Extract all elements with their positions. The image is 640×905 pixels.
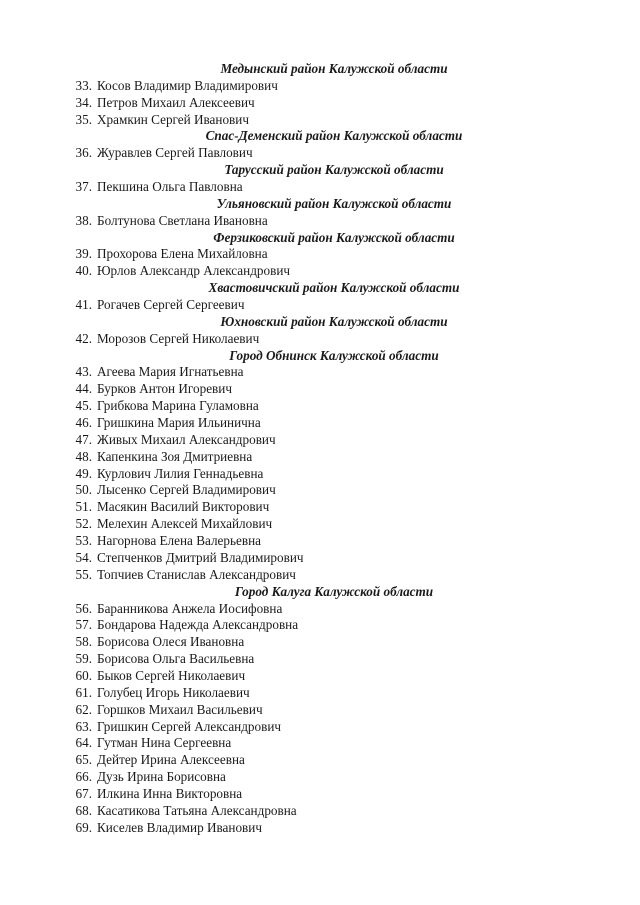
person-name: Юрлов Александр Александрович [97,263,291,279]
list-item [0,567,640,584]
section-heading: Ферзиковский район Калужской области [213,229,455,245]
item-number: 48. [75,448,92,464]
person-name: Горшков Михаил Васильевич [97,701,263,717]
person-name: Баранникова Анжела Иосифовна [97,600,283,616]
section-heading: Хвастовичский район Калужской области [208,280,460,296]
item-number: 60. [75,667,92,683]
item-number: 50. [75,482,92,498]
section-heading: Юхновский район Калужской области [220,313,448,329]
list-item [0,550,640,567]
item-number: 52. [75,516,92,532]
list-item [0,820,640,837]
person-name: Масякин Василий Викторович [97,499,270,515]
item-number: 54. [75,549,92,565]
item-number: 49. [75,465,92,481]
person-name: Дейтер Ирина Алексеевна [97,752,245,768]
person-name: Быков Сергей Николаевич [97,667,246,683]
person-name: Гришкин Сергей Александрович [97,718,282,734]
list-item [0,331,640,348]
person-name: Голубец Игорь Николаевич [97,684,250,700]
list-item [0,213,640,230]
list-item [0,803,640,820]
person-name: Рогачев Сергей Сергеевич [97,297,245,313]
list-item [0,634,640,651]
item-number: 40. [75,263,92,279]
list-item [0,601,640,618]
list-item [0,432,640,449]
item-number: 63. [75,718,92,734]
list-item [0,246,640,263]
person-name: Агеева Мария Игнатьевна [97,364,244,380]
person-name: Киселев Владимир Иванович [97,819,262,835]
list-item [0,145,640,162]
section-heading: Ульяновский район Калужской области [216,195,452,211]
person-name: Курлович Лилия Геннадьевна [97,465,264,481]
item-number: 36. [75,145,92,161]
list-item [0,398,640,415]
person-name: Прохорова Елена Михайловна [97,246,268,262]
list-item [0,466,640,483]
item-number: 53. [75,533,92,549]
item-number: 65. [75,752,92,768]
item-number: 51. [75,499,92,515]
item-number: 57. [75,617,92,633]
list-item [0,482,640,499]
person-name: Болтунова Светлана Ивановна [97,212,268,228]
section-heading: Тарусский район Калужской области [224,162,444,178]
person-name: Капенкина Зоя Дмитриевна [97,448,253,464]
person-name: Топчиев Станислав Александрович [97,566,296,582]
section-heading: Город Обнинск Калужской области [229,347,439,363]
item-number: 33. [75,77,92,93]
person-name: Борисова Олеся Ивановна [97,634,245,650]
item-number: 39. [75,246,92,262]
item-number: 35. [75,111,92,127]
item-number: 64. [75,735,92,751]
list-item [0,735,640,752]
person-name: Мелехин Алексей Михайлович [97,516,273,532]
list-item [0,415,640,432]
person-name: Гришкина Мария Ильинична [97,415,261,431]
list-item [0,617,640,634]
item-number: 43. [75,364,92,380]
person-name: Грибкова Марина Гуламовна [97,398,259,414]
item-number: 47. [75,431,92,447]
section-heading: Спас-Деменский район Калужской области [205,128,463,144]
person-name: Живых Михаил Александрович [97,431,276,447]
item-number: 69. [75,819,92,835]
item-number: 41. [75,297,92,313]
list-item [0,651,640,668]
person-name: Степченков Дмитрий Владимирович [97,549,304,565]
list-item [0,499,640,516]
list-item [0,719,640,736]
person-name: Морозов Сергей Николаевич [97,330,260,346]
item-number: 46. [75,415,92,431]
item-number: 44. [75,381,92,397]
item-number: 61. [75,684,92,700]
list-item [0,668,640,685]
person-name: Журавлев Сергей Павлович [97,145,253,161]
person-name: Касатикова Татьяна Александровна [97,802,297,818]
list-item [0,449,640,466]
list-item [0,297,640,314]
item-number: 37. [75,179,92,195]
person-name: Лысенко Сергей Владимирович [97,482,276,498]
list-item [0,95,640,112]
item-number: 45. [75,398,92,414]
item-number: 62. [75,701,92,717]
list-item [0,752,640,769]
list-item [0,786,640,803]
item-number: 38. [75,212,92,228]
person-name: Борисова Ольга Васильевна [97,651,255,667]
person-name: Косов Владимир Владимирович [97,77,278,93]
person-name: Петров Михаил Алексеевич [97,94,255,110]
person-name: Бондарова Надежда Александровна [97,617,299,633]
list-item [0,516,640,533]
list-item [0,533,640,550]
person-name: Пекшина Ольга Павловна [97,179,243,195]
item-number: 59. [75,651,92,667]
person-name: Бурков Антон Игоревич [97,381,232,397]
list-item [0,702,640,719]
section-heading: Город Калуга Калужской области [234,583,434,599]
section-heading: Медынский район Калужской области [220,61,448,76]
list-item [0,685,640,702]
person-name: Гутман Нина Сергеевна [97,735,232,751]
item-number: 58. [75,634,92,650]
person-name: Нагорнова Елена Валерьевна [97,533,261,549]
list-item [0,769,640,786]
person-name: Илкина Инна Викторовна [97,785,243,801]
list-item [0,381,640,398]
item-number: 67. [75,785,92,801]
list-item [0,364,640,381]
item-number: 66. [75,769,92,785]
item-number: 68. [75,802,92,818]
person-name: Храмкин Сергей Иванович [97,111,249,127]
item-number: 56. [75,600,92,616]
name-list [0,61,640,837]
list-item [0,179,640,196]
list-item [0,78,640,95]
item-number: 34. [75,94,92,110]
item-number: 55. [75,566,92,582]
list-item [0,112,640,129]
person-name: Дузь Ирина Борисовна [97,769,226,785]
list-item [0,263,640,280]
item-number: 42. [75,330,92,346]
